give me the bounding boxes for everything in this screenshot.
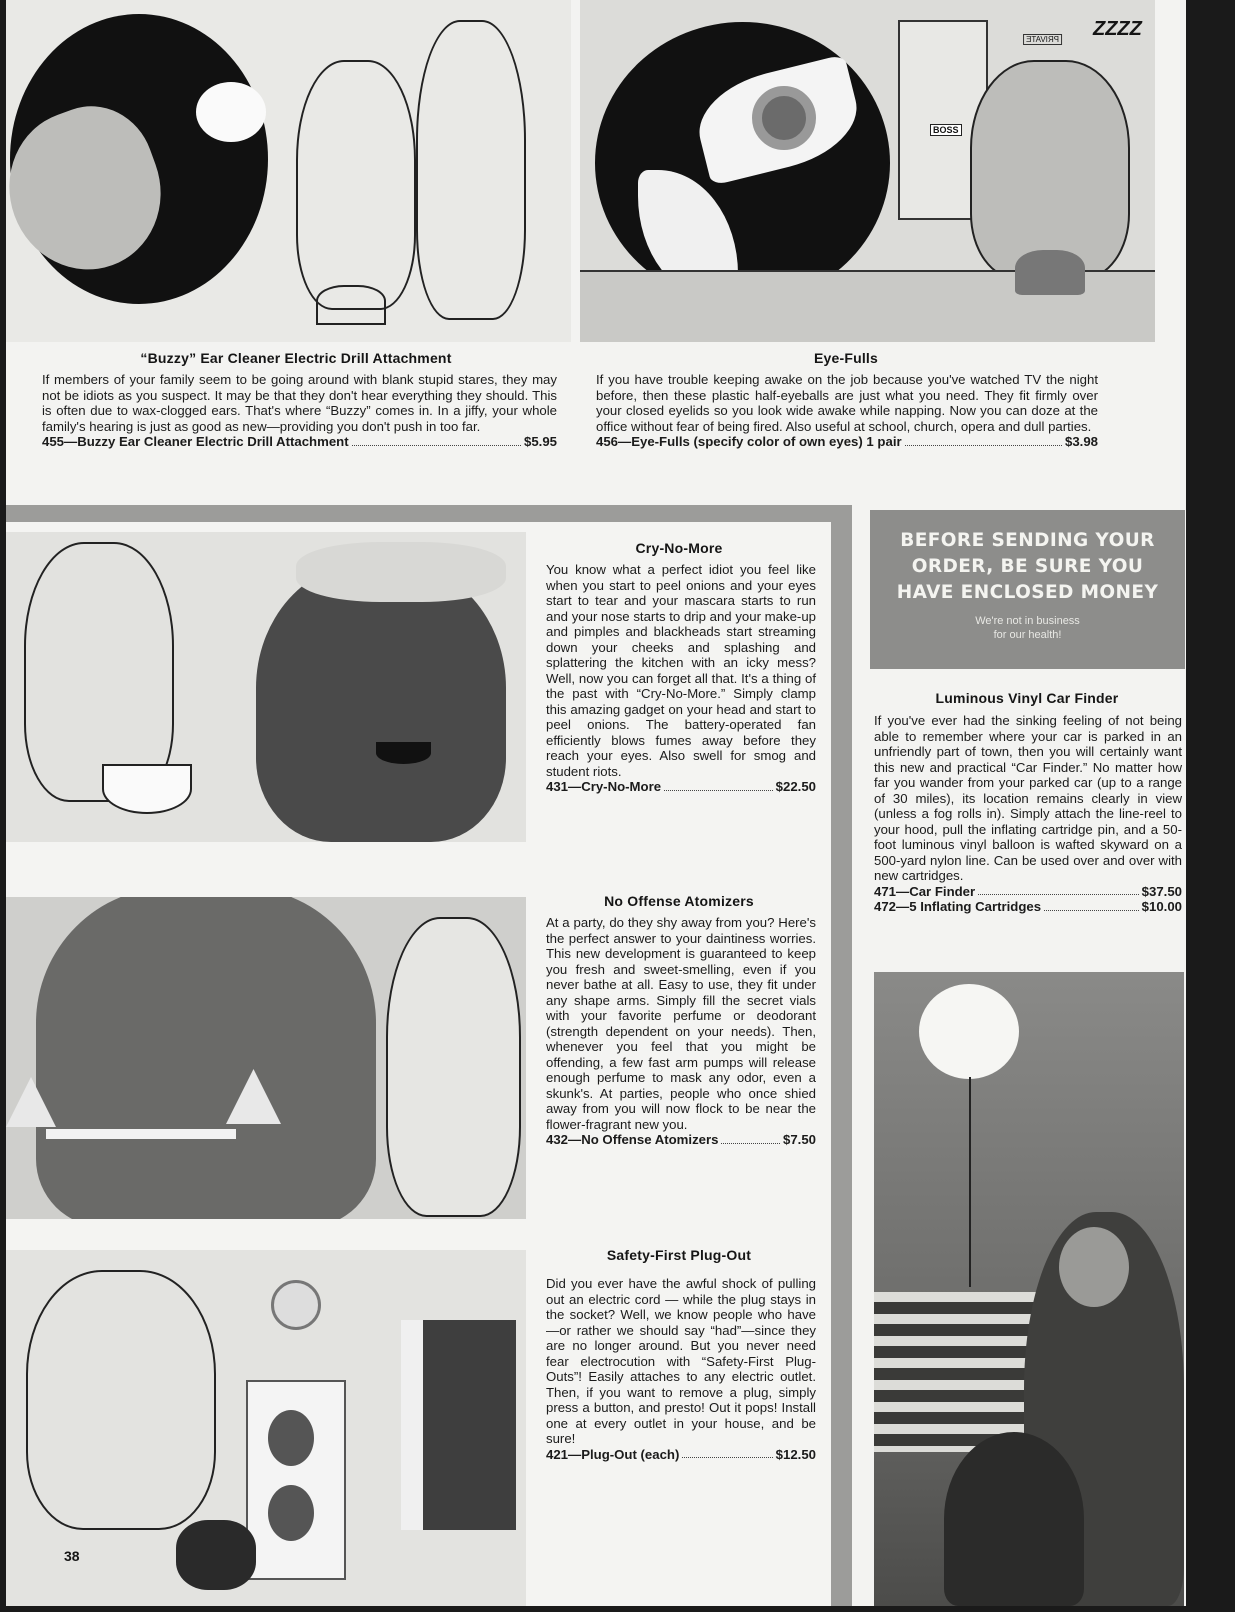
plugout-illustration [6,1250,526,1606]
plugout-description [546,1276,816,1462]
crynomore-description [546,562,816,795]
notice-subtext-2: for our health! [993,629,1062,641]
atomizers-illustration [6,897,526,1219]
buzzy-illustration [6,0,571,342]
man-torso [36,897,376,1219]
atomizers-text: At a party, do they shy away from you? Here's the perfect answer to your daintiness worries. This new development is guaranteed to keep you fresh and sweet-smelling, even if you never bathe at all. Easy to use, they fit under any shape arms. Simply fill the secret vials with your favorite perfume or deodorant (strength dependent on your needs). Then, whenever you feel that you might be offending, a few fast arm pumps will release enough perfume to mask any odor, even a skunk's. At parties, people who once shied away from you will now flock to be near the flower-fragrant new you. [546,915,816,1132]
notice-headline: BEFORE SENDING YOUR ORDER, BE SURE YOU HAVE ENCLOSED MONEY [896,530,1159,603]
eyefulls-text: If you have trouble keeping awake on the job because you've watched TV the night before, then these plastic half-eyeballs are just what you need. They fit firmly over your closed eyelids so you look wide awake while napping. Now you can doze at the office without fear of being fired. Also useful at school, church, opera and dull parties. [596,372,1098,434]
eyefulls-illustration [580,0,1155,342]
crynomore-title: Cry-No-More [635,540,723,556]
electrocuted-man [26,1270,216,1530]
carfinder-title: Luminous Vinyl Car Finder [935,690,1119,706]
dot-leader [905,434,1062,446]
plugout-box [401,1320,516,1530]
sleeping-worker [970,60,1130,280]
stool [316,285,386,325]
atomizers-description [546,915,816,1148]
foreground-figure [944,1432,1084,1606]
luminous-balloon [919,984,1019,1079]
zzzz-label: ZZZZ [1093,18,1142,40]
carfinder-text: If you've ever had the sinking feeling of not being able to remember where your car is parked in an unfriendly part of town, then you will certainly want this new and practical “Car Finder.” No matter how far you wander from your parked car (up to a range of 30 miles), its location remains clearly in view (unless a fog rolls in). Simply attach the line-reel to your hood, pull the inflating cartridge pin, and a 50-foot luminous vinyl balloon is wafted skyward on a 500-yard nylon line. Can be used over and over with new cartridges. [874,713,1182,883]
payment-notice [870,510,1185,669]
plugout-order-line: 421—Plug-Out (each) $12.50 [546,1446,816,1462]
buzzy-title: “Buzzy” Ear Cleaner Electric Drill Attachment [140,350,452,366]
eyefulls-order-line: 456—Eye-Fulls (specify color of own eyes) 1 pair $3.98 [596,434,1098,449]
dot-leader [1044,899,1139,911]
carfinder-order-line-2: 472—5 Inflating Cartridges $10.00 [874,899,1182,914]
man-face [1059,1227,1129,1307]
boss-label: BOSS [930,124,962,136]
page-number: 38 [64,1548,80,1564]
plug [176,1520,256,1590]
socket-top [268,1410,314,1466]
notice-subtext-1: We're not in business [975,615,1080,627]
dot-leader [664,779,773,791]
eyefulls-title: Eye-Fulls [813,350,879,366]
dot-leader [721,1132,780,1144]
dot-leader [978,884,1139,896]
man-figure [416,20,526,320]
private-label: PRIVATE [1023,34,1062,45]
plugout-text: Did you ever have the awful shock of pulling out an electric cord — while the plug stays in the socket? Well, we know people who have—or rather we should say “had”—since they are no longer around. But you never need fear electrocution with “Safety-First Plug-Outs”! Easily attaches to any electric outlet. Then, if you want to remove a plug, simply press a button, and presto! Out it pops! Install one at every outlet in your house, and be sure! [546,1276,816,1446]
onion-bowl [102,764,192,814]
buzzy-order-line: 455—Buzzy Ear Cleaner Electric Drill Attachment $5.95 [42,434,557,449]
dot-leader [352,434,521,446]
buzzy-description [42,372,557,450]
catalog-page [6,0,1186,1606]
atomizer-strap [46,1129,236,1139]
carfinder-description [874,713,1182,915]
carfinder-illustration [874,972,1184,1606]
crynomore-order-line: 431—Cry-No-More $22.50 [546,779,816,794]
carfinder-order-line-1: 471—Car Finder $37.50 [874,883,1182,899]
crynomore-illustration [6,532,526,842]
plugout-title: Safety-First Plug-Out [606,1247,752,1263]
balloon-line [969,1077,971,1287]
telephone [1015,250,1085,295]
head-fan [296,542,506,602]
crynomore-text: You know what a perfect idiot you feel like when you start to peel onions and your eyes start to tear and your mascara starts to run and your nose starts to drip and your make-up and pimples and blackheads start streaming down your cheeks and splashing and splattering the kitchen with an icky mess? Well, now you can forget all that. It's a thing of the past with “Cry-No-More.” Simply clamp this amazing gadget on your head and start to peel onions. The battery-operated fan efficiently blows fumes away before they reach your eyes. Also swell for smog and student riots. [546,562,816,779]
dot-leader [682,1447,772,1459]
boy-figure [296,60,416,310]
ear-brush [196,82,266,142]
crying-woman [24,542,174,802]
buzzy-text: If members of your family seem to be going around with blank stupid stares, they may not be idiots as you suspect. It may be that they don't hear everything they should. This is often due to wax-clogged ears. That's where “Buzzy” comes in. In a jiffy, your whole family's hearing is just as good as new—providing you don't push in too far. [42,372,557,434]
fan-woman-face [256,562,506,842]
onlookers [386,917,521,1217]
eject-button [271,1280,321,1330]
smile [376,742,431,764]
eyeball-iris [752,86,816,150]
eyefulls-description [596,372,1098,450]
atomizers-title: No Offense Atomizers [604,893,754,909]
atomizers-order-line: 432—No Offense Atomizers $7.50 [546,1132,816,1147]
socket-bottom [268,1485,314,1541]
